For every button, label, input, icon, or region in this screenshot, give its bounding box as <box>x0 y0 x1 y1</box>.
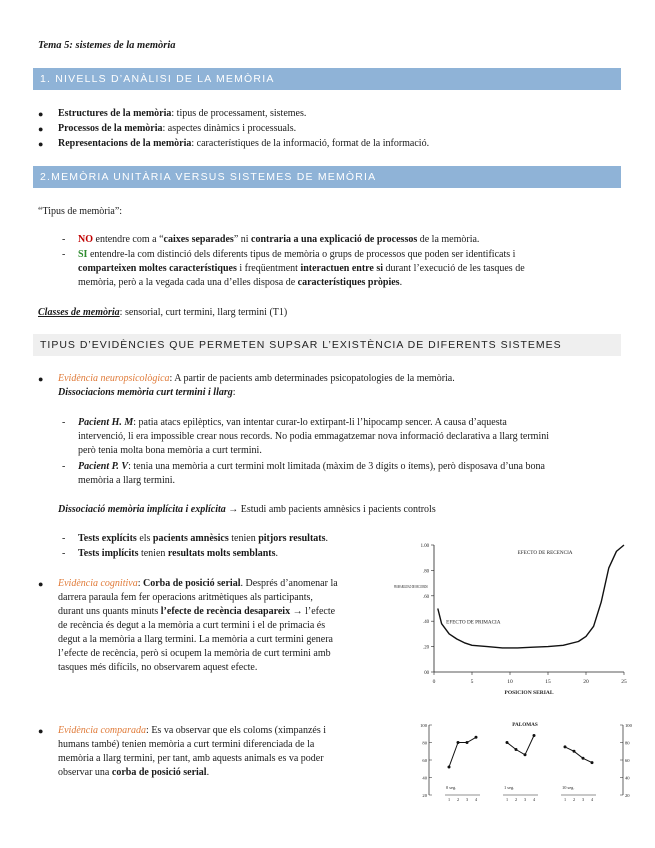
dash: - <box>62 533 66 544</box>
data-point <box>515 748 518 751</box>
x-tick-label: 3 <box>465 797 469 802</box>
x-tick-label: 3 <box>523 797 527 802</box>
dash: - <box>62 461 66 472</box>
si-item-line-3: memòria, però a la vegada cada una d’elles disposa de característiques pròpies. <box>78 277 403 288</box>
y-tick-label-right: 80 <box>625 740 630 746</box>
compared-line-1: Evidència comparada: Es va observar que els coloms (ximpanzés i <box>58 725 326 736</box>
data-point <box>475 736 478 739</box>
bullet-icon: ● <box>38 726 44 736</box>
x-tick-label: 1 <box>505 797 509 802</box>
y-tick-label: 00 <box>424 671 429 676</box>
bullet-icon: ● <box>38 139 44 149</box>
x-tick-label: 2 <box>514 797 518 802</box>
compared-line-3: memòria a llarg termini, per tant, amb aquests animals es va poder <box>58 753 324 764</box>
y-tick-label-right: 20 <box>625 793 630 798</box>
dash: - <box>62 548 66 559</box>
data-point <box>591 761 594 764</box>
cognitive-line-1: Evidència cognitiva: Corba de posició serial. Després d’anomenar la <box>58 578 338 589</box>
data-point <box>524 753 527 756</box>
test-implicit: Tests implícits tenien resultats molts semblants. <box>78 548 278 559</box>
x-tick-label: 1 <box>447 797 451 802</box>
dissoc-line: Dissociació memòria implícita i explícita → Estudi amb pacients amnèsics i pacients controls <box>58 504 436 515</box>
term: Processos de la memòria <box>58 123 163 134</box>
section-2-heading: 2.MEMÒRIA UNITÀRIA VERSUS SISTEMES DE MEMÒRIA <box>33 166 621 188</box>
data-point <box>573 750 576 753</box>
x-tick-label: 4 <box>590 797 594 802</box>
y-tick-label-right: 40 <box>625 775 630 781</box>
section-3-heading: TIPUS D’EVIDÈNCIES QUE PERMETEN SUPSAR L’EXISTÈNCIA DE DIFERENTS SISTEMES <box>33 334 621 356</box>
x-tick-label: 10 <box>507 679 513 685</box>
bullet-icon: ● <box>38 374 44 384</box>
si-item-line-2: comparteixen moltes característiques i freqüentment interactuen entre si durant l’execució de les tasques de <box>78 263 525 274</box>
cognitive-line-2: darrera paraula fem fer operacions aritmètiques als participants, <box>58 592 313 603</box>
data-point <box>466 741 469 744</box>
desc: : característiques de la informació, format de la informació. <box>191 138 430 149</box>
neuro-subheading: Dissociacions memòria curt termini i llarg: <box>58 387 236 398</box>
list-item <box>38 122 43 137</box>
y-tick-label: .20 <box>423 645 429 651</box>
x-tick-label: 15 <box>545 679 551 685</box>
cognitive-line-6: l’efecte de recència, però si ocupem la memòria de curt termini amb <box>58 648 331 659</box>
y-tick-label: .40 <box>423 620 429 626</box>
bullet-icon: ● <box>38 124 44 134</box>
neuro-line: Evidència neuropsicològica: A partir de pacients amb determinades psicopatologies de la memòria. <box>58 373 455 384</box>
panel-label: 0 seg. <box>446 785 457 790</box>
y-tick-label-left: 100 <box>420 723 427 728</box>
x-tick-label: 2 <box>572 797 576 802</box>
section-1-heading: 1. NIVELLS D’ANÀLISI DE LA MEMÒRIA <box>33 68 621 90</box>
panel-line <box>507 736 534 755</box>
intro-text: “Tipus de memòria”: <box>38 206 123 217</box>
patient-hm-line-3: però tenia molta bona memòria a curt termini. <box>78 445 262 456</box>
x-tick-label: 4 <box>532 797 536 802</box>
data-point <box>448 766 451 769</box>
patient-pv-line-2: memòria a llarg termini. <box>78 475 176 486</box>
patient-pv-line-1: Pacient P. V: tenia una memòria a curt termini molt limitada (màxim de 3 dígits o ítems), però disposava d’una bona <box>78 461 545 472</box>
compared-line-4: observar una corba de posició serial. <box>58 767 210 778</box>
y-tick-label-left: 80 <box>422 740 427 746</box>
cognitive-line-3: durant uns quants minuts l’efecte de recència desapareix → l’efecte <box>58 606 336 617</box>
list-item-text <box>58 137 429 151</box>
patient-hm-line-1: Pacient H. M: patia atacs epilèptics, van intentar curar-lo extirpant-li l’hipocamp sencer. A causa d’aquesta <box>78 417 507 428</box>
y-tick-label: 1.00 <box>420 544 429 549</box>
si-item-line-1: SI entendre-la com distinció dels diferents tipus de memòria o grups de processos que poden ser identificats i <box>78 249 516 260</box>
panel-label: 10 seg. <box>562 785 575 790</box>
data-point <box>582 757 585 760</box>
x-tick-label: 2 <box>456 797 460 802</box>
annotation-primacy: EFECTO DE PRIMACIA <box>446 619 501 626</box>
x-tick-label: 25 <box>621 679 627 685</box>
x-tick-label: 20 <box>583 679 589 685</box>
data-point <box>506 741 509 744</box>
x-tick-label: 0 <box>432 679 436 685</box>
list-item-text <box>58 122 296 136</box>
cognitive-line-7: tasques més difícils, no observarem aquest efecte. <box>58 662 258 673</box>
dash: - <box>62 417 66 428</box>
y-tick-label-right: 100 <box>625 723 632 728</box>
panel-line <box>449 737 476 767</box>
dash: - <box>62 234 66 245</box>
data-point <box>457 741 460 744</box>
dash: - <box>62 249 66 260</box>
document-title: Tema 5: sistemes de la memòria <box>38 40 176 51</box>
test-explicit: Tests explícits els pacients amnèsics tenien pitjors resultats. <box>78 533 329 544</box>
list-item <box>38 107 43 122</box>
classes-line: Classes de memòria: sensorial, curt termini, llarg termini (T1) <box>38 307 288 318</box>
cognitive-line-5: degut a la memòria a llarg termini. La memòria a curt termini genera <box>58 634 333 645</box>
y-tick-label-left: 20 <box>422 793 427 798</box>
serial-position-chart <box>392 535 632 695</box>
chart-title: PALOMAS <box>512 722 538 728</box>
y-tick-label: .60 <box>423 594 429 600</box>
panel-line <box>565 747 592 763</box>
term: Representacions de la memòria <box>58 138 192 149</box>
x-tick-label: 5 <box>470 679 474 685</box>
data-point <box>564 745 567 748</box>
desc: : tipus de processament, sistemes. <box>171 108 307 119</box>
bullet-icon: ● <box>38 579 44 589</box>
series-line <box>438 545 624 648</box>
patient-hm-line-2: intervenció, li era impossible crear nous records. No podia emmagatzemar nova informació declarativa a llarg termini <box>78 431 550 442</box>
list-item <box>38 137 43 152</box>
compared-line-2: humans també) tenien memòria a curt termini diferenciada de la <box>58 739 315 750</box>
x-tick-label: 4 <box>474 797 478 802</box>
desc: : aspectes dinàmics i processuals. <box>162 123 297 134</box>
x-axis-label: POSICION SERIAL <box>504 690 554 695</box>
y-tick-label-left: 60 <box>422 758 427 763</box>
cognitive-line-4: de recència és degut a la memòria a curt termini i el de primacia és <box>58 620 326 631</box>
y-axis-label: PROBABILIDAD DE RECUERDO <box>394 584 428 589</box>
term: Estructures de la memòria <box>58 108 172 119</box>
bullet-icon: ● <box>38 109 44 119</box>
x-tick-label: 3 <box>581 797 585 802</box>
panel-label: 1 seg. <box>504 785 515 790</box>
no-item: NO entendre com a “caixes separades” ni contraria a una explicació de processos de la memòria. <box>78 234 480 245</box>
y-tick-label-right: 60 <box>625 758 630 763</box>
y-tick-label: .80 <box>423 569 429 575</box>
pigeons-chart <box>415 715 635 805</box>
annotation-recency: EFECTO DE RECENCIA <box>517 549 573 556</box>
list-item-text <box>58 107 306 121</box>
data-point <box>533 734 536 737</box>
x-tick-label: 1 <box>563 797 567 802</box>
y-tick-label-left: 40 <box>422 775 427 781</box>
